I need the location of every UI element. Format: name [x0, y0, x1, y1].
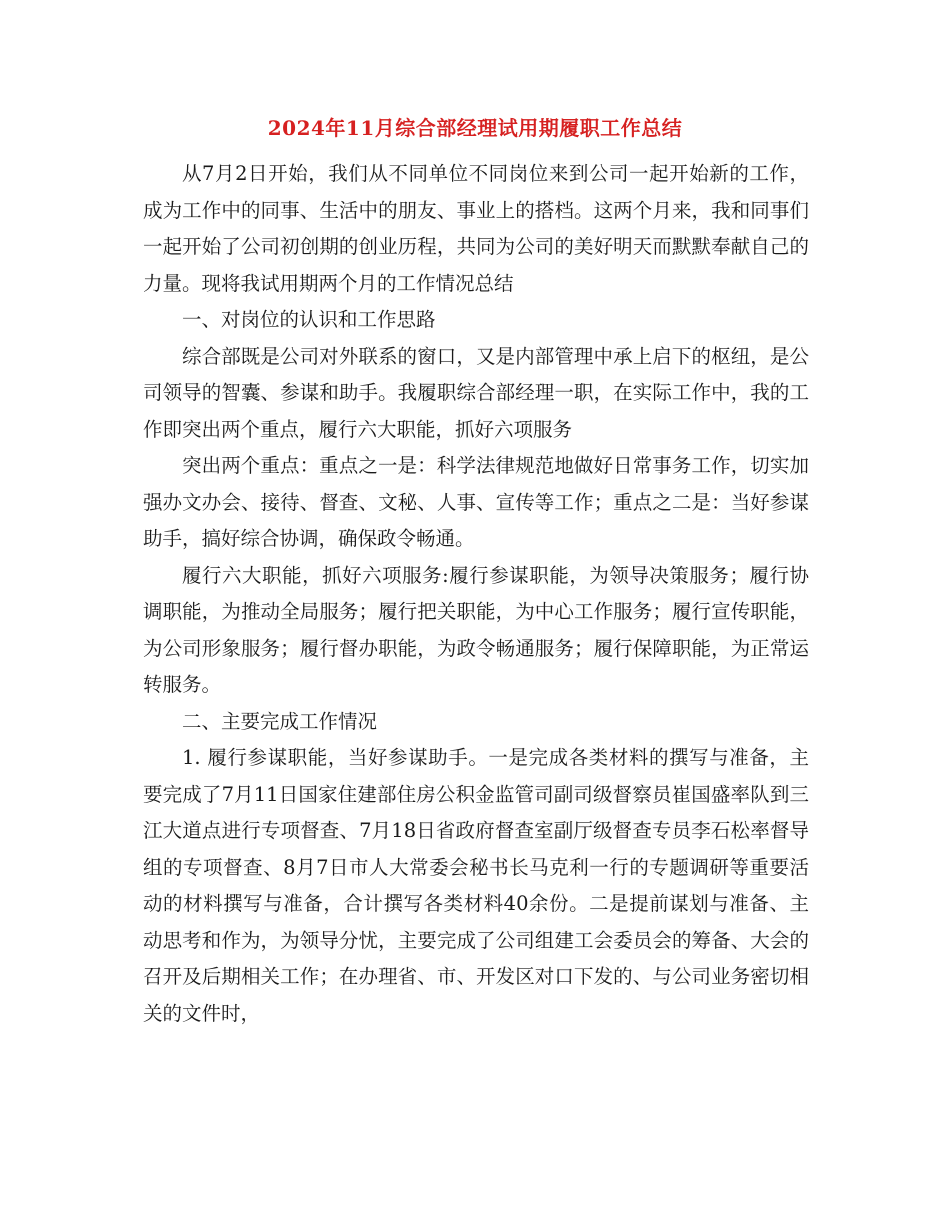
document-body: [143, 156, 809, 1032]
intro-paragraph: 从7月2日开始，我们从不同单位不同岗位来到公司一起开始新的工作，成为工作中的同事、生活中的朋友、事业上的搭档。这两个月来，我和同事们一起开始了公司初创期的创业历程，共同为公司的美好明天而默默奉献自己的力量。现将我试用期两个月的工作情况总结: [143, 162, 809, 295]
work-item-1-paragraph: 1. 履行参谋职能，当好参谋助手。一是完成各类材料的撰写与准备，主要完成了7月11日国家住建部住房公积金监管司副司级督察员崔国盛率队到三江大道点进行专项督查、7月18日省政府督查室副厅级督查专员李石松率督导组的专项督查、8月7日市人大常委会秘书长马克利一行的专题调研等重要活动的材料撰写与准备，合计撰写各类材料40余份。二是提前谋划与准备、主动思考和作为，为领导分忧，主要完成了公司组建工会委员会的筹备、大会的召开及后期相关工作；在办理省、市、开发区对口下发的、与公司业务密切相关的文件时，: [143, 746, 809, 1025]
six-functions-paragraph: 履行六大职能，抓好六项服务:履行参谋职能，为领导决策服务；履行协调职能，为推动全局服务；履行把关职能，为中心工作服务；履行宣传职能，为公司形象服务；履行督办职能，为政令畅通服务；履行保障职能，为正常运转服务。: [143, 563, 809, 696]
two-priorities-paragraph: 突出两个重点：重点之一是：科学法律规范地做好日常事务工作，切实加强办文办会、接待、督查、文秘、人事、宣传等工作；重点之二是：当好参谋助手，搞好综合协调，确保政令畅通。: [143, 454, 809, 550]
section-heading-2: 二、主要完成工作情况: [182, 709, 378, 733]
role-understanding-paragraph: 综合部既是公司对外联系的窗口，又是内部管理中承上启下的枢纽，是公司领导的智囊、参谋和助手。我履职综合部经理一职，在实际工作中，我的工作即突出两个重点，履行六大职能，抓好六项服务: [143, 344, 809, 441]
document-title: 2024年11月综合部经理试用期履职工作总结: [267, 116, 683, 140]
section-heading-1: 一、对岗位的认识和工作思路: [182, 308, 436, 331]
